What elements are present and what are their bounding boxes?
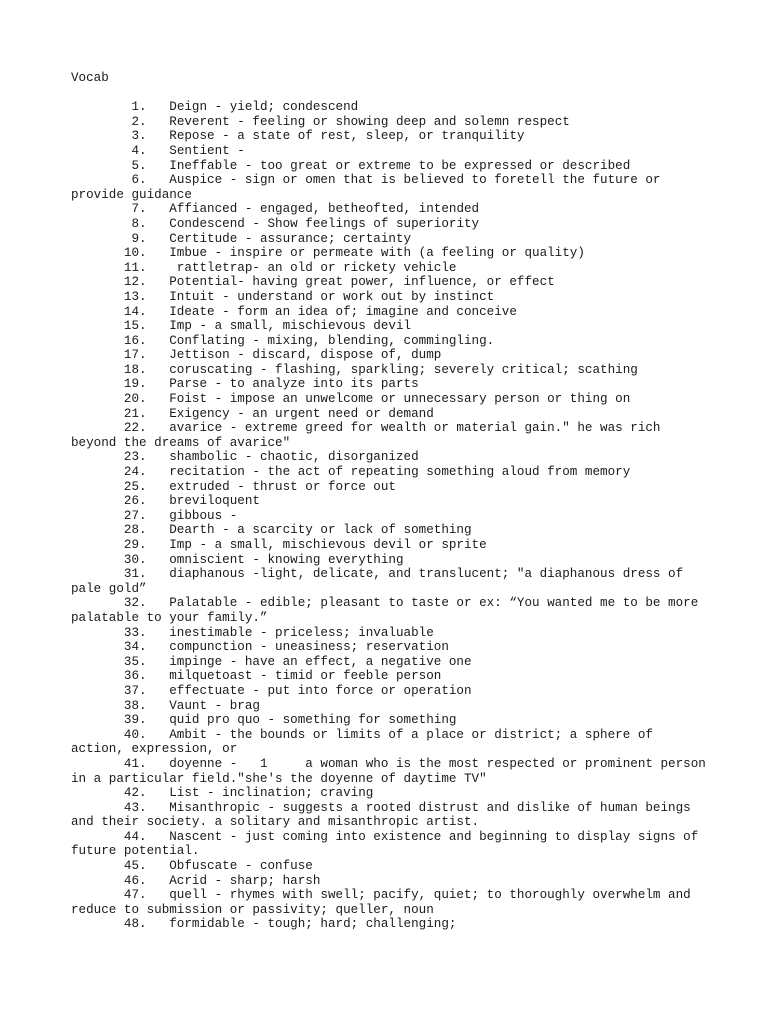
vocab-item: 4. Sentient - [71, 143, 245, 158]
vocab-item: 44. Nascent - just coming into existence and beginning to display signs of future potential. [71, 829, 706, 859]
vocab-item: 17. Jettison - discard, dispose of, dump [71, 348, 442, 363]
vocab-item: 24. recitation - the act of repeating something aloud from memory [71, 465, 631, 480]
vocab-item: 13. Intuit - understand or work out by instinct [71, 289, 495, 304]
vocab-item: 46. Acrid - sharp; harsh [71, 873, 321, 888]
vocab-item: 35. impinge - have an effect, a negative one [71, 654, 472, 669]
vocab-item: 36. milquetoast - timid or feeble person [71, 669, 442, 684]
vocab-item: 28. Dearth - a scarcity or lack of something [71, 523, 472, 538]
vocab-item: 12. Potential- having great power, influence, or effect [71, 275, 555, 290]
vocab-item: 1. Deign - yield; condescend [71, 100, 359, 115]
vocab-item: 42. List - inclination; craving [71, 786, 374, 801]
vocab-item: 5. Ineffable - too great or extreme to be expressed or described [71, 158, 631, 173]
vocab-item: 41. doyenne - 1 a woman who is the most respected or prominent person in a particular field."she's the doyenne of daytime TV" [71, 756, 714, 786]
vocab-item: 18. coruscating - flashing, sparkling; severely critical; scathing [71, 362, 638, 377]
vocab-item: 20. Foist - impose an unwelcome or unnecessary person or thing on [71, 392, 631, 407]
vocab-item: 32. Palatable - edible; pleasant to taste or ex: “You wanted me to be more palatable to your family.” [71, 596, 706, 625]
vocab-item: 39. quid pro quo - something for something [71, 713, 457, 728]
vocab-item: 37. effectuate - put into force or operation [71, 683, 472, 698]
vocab-item: 10. Imbue - inspire or permeate with (a feeling or quality) [71, 246, 585, 261]
vocab-item: 23. shambolic - chaotic, disorganized [71, 450, 419, 465]
vocab-item: 3. Repose - a state of rest, sleep, or tranquility [71, 129, 525, 144]
vocab-item: 47. quell - rhymes with swell; pacify, quiet; to thoroughly overwhelm and reduce to submission or passivity; queller, noun [71, 888, 699, 917]
vocab-item: 19. Parse - to analyze into its parts [71, 377, 419, 392]
vocab-list [71, 100, 714, 932]
vocab-item: 38. Vaunt - brag [71, 698, 260, 713]
vocab-item: 43. Misanthropic - suggests a rooted distrust and dislike of human beings and their society. a solitary and misanthropic artist. [71, 800, 699, 830]
vocab-item: 22. avarice - extreme greed for wealth or material gain." he was rich beyond the dreams of avarice" [71, 421, 669, 450]
vocab-item: 31. diaphanous -light, delicate, and translucent; "a diaphanous dress of pale gold” [71, 567, 691, 596]
vocab-item: 8. Condescend - Show feelings of superiority [71, 216, 480, 231]
vocab-item: 16. Conflating - mixing, blending, commingling. [71, 333, 495, 348]
vocab-item: 6. Auspice - sign or omen that is believed to foretell the future or provide guidance [71, 173, 669, 202]
vocab-item: 27. gibbous - [71, 508, 238, 523]
vocab-item: 40. Ambit - the bounds or limits of a place or district; a sphere of action, expression, or [71, 727, 661, 757]
vocab-item: 7. Affianced - engaged, betheofted, intended [71, 202, 480, 217]
vocab-item: 30. omniscient - knowing everything [71, 552, 404, 567]
vocab-item: 21. Exigency - an urgent need or demand [71, 406, 434, 421]
vocab-item: 33. inestimable - priceless; invaluable [71, 625, 434, 640]
document-page [71, 71, 714, 932]
vocab-item: 34. compunction - uneasiness; reservation [71, 640, 449, 655]
vocab-item: 2. Reverent - feeling or showing deep and solemn respect [71, 114, 570, 129]
vocab-item: 26. breviloquent [71, 494, 260, 509]
vocab-item: 29. Imp - a small, mischievous devil or sprite [71, 538, 487, 552]
vocab-item: 15. Imp - a small, mischievous devil [71, 319, 412, 334]
vocab-item: 11. rattletrap- an old or rickety vehicle [71, 260, 457, 275]
vocab-item: 9. Certitude - assurance; certainty [71, 231, 412, 246]
vocab-item: 48. formidable - tough; hard; challenging; [71, 917, 457, 932]
vocab-item: 25. extruded - thrust or force out [71, 479, 396, 494]
vocab-item: 14. Ideate - form an idea of; imagine and conceive [71, 304, 517, 319]
vocab-item: 45. Obfuscate - confuse [71, 859, 313, 874]
document-title: Vocab [71, 71, 109, 85]
